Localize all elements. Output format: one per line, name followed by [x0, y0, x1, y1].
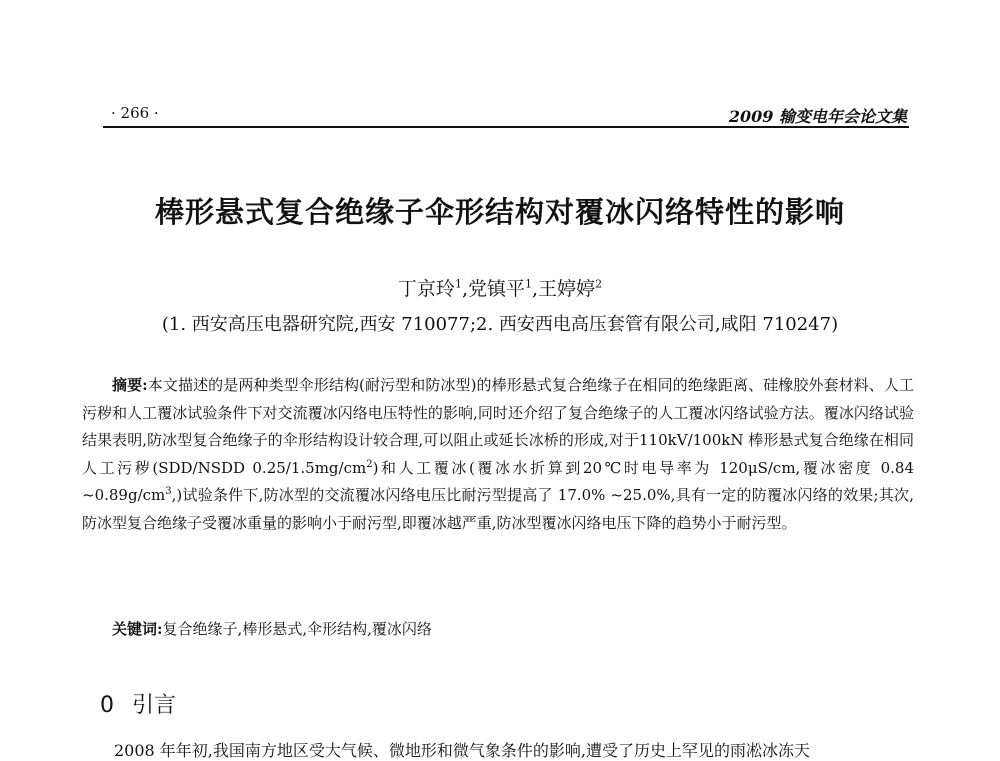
- author-affiliation-mark: 1: [454, 277, 462, 291]
- author-name: 党镇平: [467, 278, 525, 300]
- section-heading: [100, 688, 176, 719]
- superscript: 3: [165, 486, 172, 497]
- abstract-text: ,)试验条件下,防冰型的交流覆冰闪络电压比耐污型提高了 17.0% ~25.0%,具有一定的防覆冰闪络的效果;其次,防冰型复合绝缘子受覆冰重量的影响小于耐污型,即覆冰越严重,防冰型覆冰闪络电压下降的趋势小于耐污型。: [82, 486, 914, 532]
- abstract-text: 本文描述的是两种类型伞形结构(耐污型和防冰型)的棒形悬式复合绝缘子在相同的绝缘距离、硅橡胶外套材料、人工污秽和人工覆冰试验条件下对交流覆冰闪络电压特性的影响,同时还介绍了复合绝缘子的人工覆冰闪络试验方法。覆冰闪络试验结果表明,防冰型复合绝缘子的伞形结构设计较合理,可以阻止或延长冰桥的形成,对于110kV/100kN 棒形悬式复合绝缘在相同人工污秽(SDD/NSDD 0.25/1.5mg/cm: [82, 376, 914, 477]
- journal-name: 2009 输变电年会论文集: [728, 107, 907, 126]
- author-name: 王婷婷: [538, 278, 596, 300]
- running-header: [103, 100, 909, 128]
- abstract-text: )和人工覆冰(覆冰水折算到20℃时电导率为 120μS/cm,覆冰密度 0.84 ~0.89g/cm: [82, 458, 914, 504]
- paper-title: 棒形悬式复合绝缘子伞形结构对覆冰闪络特性的影响: [154, 195, 845, 229]
- section-title: 引言: [132, 693, 177, 718]
- affiliation: (1. 西安高压电器研究院,西安 710077;2. 西安西电高压套管有限公司,咸阳 710247): [161, 314, 839, 335]
- page-number: · 266 ·: [111, 104, 159, 122]
- author-affiliation-mark: 1: [525, 277, 532, 291]
- header-rule: [103, 126, 909, 128]
- author-affiliation-mark: 2: [595, 277, 603, 291]
- superscript: 2: [366, 458, 373, 470]
- abstract-label: 摘要:: [112, 376, 148, 394]
- body-paragraph: 2008 年年初,我国南方地区受大气候、微地形和微气象条件的影响,遭受了历史上罕见的雨凇冰冻天: [114, 741, 810, 760]
- abstract: [82, 372, 914, 537]
- keywords-label: 关键词:: [112, 620, 163, 638]
- keywords-text: 复合绝缘子,棒形悬式,伞形结构,覆冰闪络: [162, 620, 432, 638]
- author-name: 丁京玲: [397, 278, 455, 300]
- keywords: [82, 618, 914, 639]
- section-number: 0: [100, 693, 114, 718]
- author-list: 丁京玲$^1$,党镇平$^1$,王婷婷$^2$: [397, 277, 603, 300]
